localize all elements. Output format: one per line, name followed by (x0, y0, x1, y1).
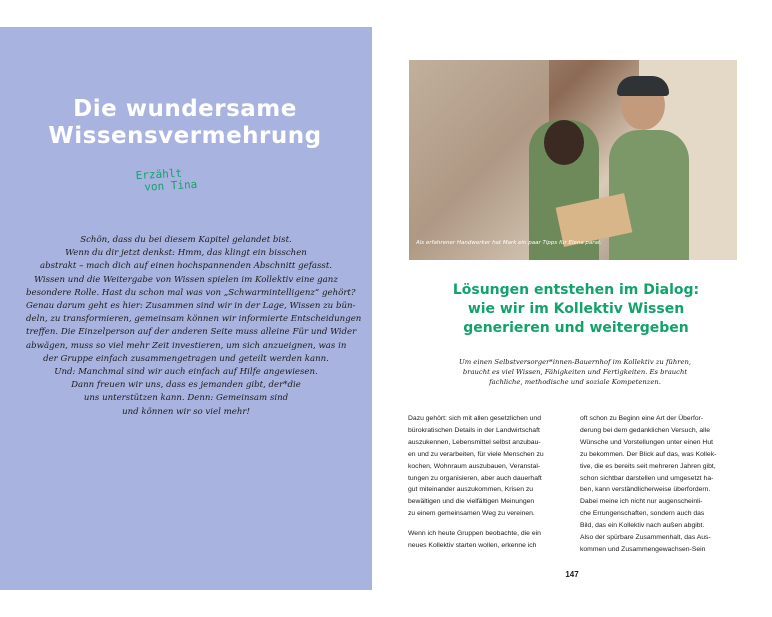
intro-line: Dann freuen wir uns, dass es jemanden gibt, der*die (71, 380, 301, 391)
chapter-heading-line: Die wundersame (73, 96, 297, 122)
body-line: Wenn ich heute Gruppen beobachte, die ein (408, 530, 541, 538)
lead-line: braucht es viel Wissen, Fähigkeiten und Fertigkeiten. Es braucht (462, 368, 688, 376)
body-line: Bild, das ein Kollektiv nach außen abgibt. (580, 522, 705, 530)
chapter-heading-line: Wissensvermehrung (48, 123, 322, 149)
body-line: en und zu verarbeiten, für viele Menschen zu (408, 450, 544, 458)
body-line: che Errungenschaften, sondern auch das (580, 510, 705, 518)
chapter-heading (40, 96, 330, 150)
body-column-right (580, 413, 742, 556)
intro-line: abwägen, muss so viel mehr Zeit investieren, um sich anzueignen, was in (26, 340, 347, 351)
section-heading-line: Lösungen entstehen im Dialog: (452, 282, 700, 298)
body-line: Dazu gehört: sich mit allen gesetzlichen und (408, 415, 541, 422)
intro-line: Genau darum geht es hier: Zusammen sind wir in der Lage, Wissen zu bün- (26, 301, 356, 312)
body-line: tive, die es bereits seit mehreren Jahren gibt, (580, 462, 716, 470)
section-heading-line: generieren und weitergeben (463, 320, 689, 336)
body-line: auszukennen, Lebensmittel selbst anzubau- (408, 438, 541, 446)
body-line: tungen zu organisieren, aber auch dauerhaft (408, 474, 542, 482)
body-column-left (408, 413, 570, 552)
intro-line: und können wir so viel mehr! (122, 406, 250, 417)
body-line: Wünsche und Vorstellungen unter einen Hut (580, 438, 714, 446)
body-line: derung bei dem gedanklichen Versuch, alle (580, 426, 710, 434)
byline (135, 166, 216, 194)
section-heading (420, 281, 732, 338)
photo-cap (617, 76, 669, 96)
lead-line: fachliche, methodische und soziale Kompetenzen. (489, 378, 661, 386)
body-line: ben, kann verständlicherweise überfordern. (580, 486, 711, 494)
body-line: neues Kollektiv starten wollen, erkenne ich (408, 542, 537, 550)
body-line: bewältigen und die vielfältigen Meinungen (408, 498, 535, 506)
photo-head-woman (544, 120, 584, 165)
body-line: zu bekommen. Der Blick auf das, was Kollek- (580, 450, 717, 458)
intro-line: Wissen und die Weitergabe von Wissen spielen im Kollektiv eine ganz (34, 274, 338, 285)
intro-line: Wenn du dir jetzt denkst: Hmm, das klingt ein bisschen (65, 248, 307, 259)
body-line: Also der spürbare Zusammenhalt, das Aus- (580, 534, 711, 542)
intro-text (26, 234, 362, 419)
intro-line: uns unterstützen kann. Denn: Gemeinsam sind (83, 393, 289, 404)
body-line: kochen, Wohnraum auszubauen, Veranstal- (408, 462, 541, 470)
intro-line: der Gruppe einfach zusammengetragen und geteilt werden kann. (43, 353, 329, 364)
body-line: schon sichtbar darstellen und umgesetzt ha- (580, 474, 714, 482)
photo-caption: Als erfahrener Handwerker hat Mark ein paar Tipps für Elena parat. (416, 240, 602, 246)
paragraph-gap (408, 520, 570, 528)
page-number: 147 (565, 570, 579, 579)
byline-line: Erzählt (135, 166, 183, 183)
intro-line: Und: Manchmal sind wir auch einfach auf Hilfe angewiesen. (54, 367, 318, 378)
body-line: zu einem gemeinsamen Weg zu vereinen. (408, 510, 535, 518)
intro-line: treffen. Die Einzelperson auf der anderen Seite muss alleine Für und Wider (26, 327, 357, 338)
body-line: gut miteinander auszukommen, Krisen zu (408, 486, 534, 494)
intro-line: deln, zu transformieren, gemeinsam können wir informierte Entscheidungen (26, 314, 362, 325)
body-line: kommen und Zusammengewachsen-Sein (580, 545, 706, 553)
intro-line: besondere Rolle. Hast du schon mal was von „Schwarmintelligenz“ gehört? (26, 287, 356, 298)
body-line: bürokratischen Details in der Landwirtschaft (408, 426, 540, 434)
intro-line: abstrakt – mach dich auf einen hochspannenden Abschnitt gefasst. (39, 261, 333, 272)
body-line: oft schon zu Beginn eine Art der Überfor- (580, 415, 704, 422)
lead-line: Um einen Selbstversorger*innen-Bauernhof im Kollektiv zu führen, (458, 358, 692, 366)
intro-line: Schön, dass du bei diesem Kapitel gelandet bist. (80, 235, 292, 245)
lead-text (430, 357, 720, 387)
workshop-photo (409, 60, 737, 260)
byline-line: von Tina (143, 177, 198, 194)
section-heading-line: wie wir im Kollektiv Wissen (467, 301, 685, 317)
photo-wall (409, 60, 549, 260)
body-line: Dabei meine ich nicht nur augenscheinli- (580, 498, 703, 506)
